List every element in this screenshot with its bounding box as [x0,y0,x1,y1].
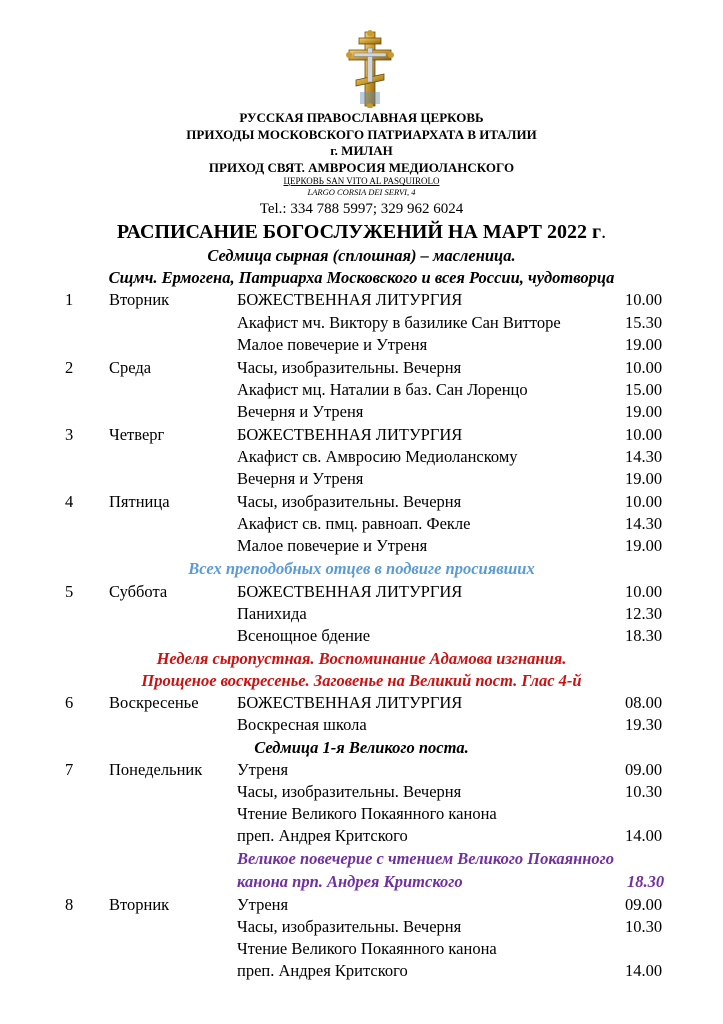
row-service: Часы, изобразительны. Вечерня [237,782,462,801]
row-time: 10.30 [625,782,663,801]
row-time: 18.30 [625,626,663,645]
page-title-text: РАСПИСАНИЕ БОГОСЛУЖЕНИЙ НА МАРТ 2022 г [116,221,602,243]
row-service: Чтение Великого Покаянного канона [237,804,497,823]
row-time: 15.00 [625,380,663,399]
row-time: 10.00 [625,425,663,444]
row-day: Среда [109,358,152,377]
row-service: БОЖЕСТВЕННАЯ ЛИТУРГИЯ [237,582,463,601]
schedule-row [0,916,723,938]
row-time: 19.00 [625,469,663,488]
row-service: Вечерня и Утреня [237,469,364,488]
row-day: Воскресенье [109,693,199,712]
section-cheese-week: Седмица сырная (сплошная) – масленица. [207,246,516,265]
schedule-row [0,379,723,401]
schedule-row [0,759,723,781]
row-time: 09.00 [625,760,663,779]
row-time: 15.30 [625,313,663,332]
row-service: Утреня [237,895,289,914]
row-num: 3 [65,425,74,444]
section-venerable-fathers: Всех преподобных отцев в подвиге просиявших [188,559,535,578]
row-service: преп. Андрея Критского [237,961,408,980]
schedule-row [0,401,723,423]
row-service: Вечерня и Утреня [237,402,364,421]
row-service: Часы, изобразительны. Вечерня [237,917,462,936]
schedule-row [0,446,723,468]
row-service: преп. Андрея Критского [237,826,408,845]
row-service: Акафист мч. Виктору в базилике Сан Витторе [237,313,561,332]
row-num: 8 [65,895,74,914]
row-time: 18.30 [627,872,665,891]
schedule-row [0,825,723,847]
row-service: БОЖЕСТВЕННАЯ ЛИТУРГИЯ [237,290,463,309]
schedule-row [0,468,723,490]
schedule-row [0,871,723,893]
row-time: 09.00 [625,895,663,914]
row-service: Малое повечерие и Утреня [237,536,428,555]
row-num: 1 [65,290,74,309]
row-time: 14.30 [625,514,663,533]
schedule-row [0,625,723,647]
schedule-row [0,357,723,379]
row-time: 10.00 [625,582,663,601]
schedule-row [0,535,723,557]
row-service: Малое повечерие и Утреня [237,335,428,354]
section-first-week-lent: Седмица 1-я Великого поста. [254,738,469,757]
parish-name: ПРИХОД СВЯТ. АМВРОСИЯ МЕДИОЛАНСКОГО [208,160,515,175]
row-time: 12.30 [625,604,663,623]
row-time: 10.00 [625,492,663,511]
church-address: LARGO CORSIA DEI SERVI, 4 [307,187,416,197]
row-service: канона прп. Андрея Критского [237,872,463,891]
row-num: 5 [65,582,74,601]
row-time: 19.00 [625,536,663,555]
row-time: 14.30 [625,447,663,466]
row-service: Часы, изобразительны. Вечерня [237,358,462,377]
row-day: Вторник [109,290,170,309]
row-service: Великое повечерие с чтением Великого Покаянного [237,849,614,868]
schedule-row [0,960,723,982]
schedule-row [0,424,723,446]
row-time: 14.00 [625,961,663,980]
schedule-row [0,692,723,714]
row-time: 10.00 [625,290,663,309]
row-day: Вторник [109,895,170,914]
schedule-row [0,312,723,334]
row-service: Акафист св. Амвросию Медиоланскому [237,447,518,466]
phone-numbers: Tel.: 334 788 5997; 329 962 6024 [259,201,464,217]
schedule-row [0,848,723,870]
row-time: 19.00 [625,402,663,421]
row-service: БОЖЕСТВЕННАЯ ЛИТУРГИЯ [237,693,463,712]
orthodox-cross-icon [346,30,394,108]
row-time: 14.00 [625,826,663,845]
row-num: 4 [65,492,74,511]
church-name: РУССКАЯ ПРАВОСЛАВНАЯ ЦЕРКОВЬ [239,110,484,125]
schedule-row [0,781,723,803]
row-service: Панихида [237,604,307,623]
row-num: 7 [65,760,74,779]
city-name: г. МИЛАН [330,143,393,158]
row-day: Понедельник [109,760,203,779]
schedule-row [0,603,723,625]
schedule-row [0,334,723,356]
page-title [0,221,723,244]
row-time: 10.30 [625,917,663,936]
row-day: Суббота [109,582,168,601]
row-day: Четверг [109,425,165,444]
patriarchate-parishes: ПРИХОДЫ МОСКОВСКОГО ПАТРИАРХАТА В ИТАЛИИ [186,127,537,142]
schedule-row [0,938,723,960]
row-num: 6 [65,693,74,712]
schedule-row [0,714,723,736]
page-title-period: . [601,221,607,243]
schedule-row [0,513,723,535]
row-time: 10.00 [625,358,663,377]
row-service: Утреня [237,760,289,779]
row-service: Часы, изобразительны. Вечерня [237,492,462,511]
row-day: Пятница [109,492,170,511]
row-service: Воскресная школа [237,715,367,734]
schedule-row [0,894,723,916]
row-service: Акафист св. пмц. равноап. Фекле [237,514,471,533]
row-time: 08.00 [625,693,663,712]
schedule-row [0,581,723,603]
row-time: 19.30 [625,715,663,734]
row-num: 2 [65,358,74,377]
schedule-row [0,491,723,513]
section-hermogenes: Сщмч. Ермогена, Патриарха Московского и всея России, чудотворца [108,268,615,287]
row-service: БОЖЕСТВЕННАЯ ЛИТУРГИЯ [237,425,463,444]
section-cheesefare-sunday: Неделя сыропустная. Воспоминание Адамова изгнания. [156,649,567,668]
row-service: Всенощное бдение [237,626,371,645]
schedule-row [0,289,723,311]
section-forgiveness-sunday: Прощеное воскресенье. Заговенье на Великий пост. Глас 4-й [141,671,582,690]
church-building: ЦЕРКОВЬ SAN VITO AL PASQUIROLO [283,176,440,186]
row-service: Акафист мц. Наталии в баз. Сан Лоренцо [237,380,528,399]
row-service: Чтение Великого Покаянного канона [237,939,497,958]
schedule-row [0,803,723,825]
row-time: 19.00 [625,335,663,354]
